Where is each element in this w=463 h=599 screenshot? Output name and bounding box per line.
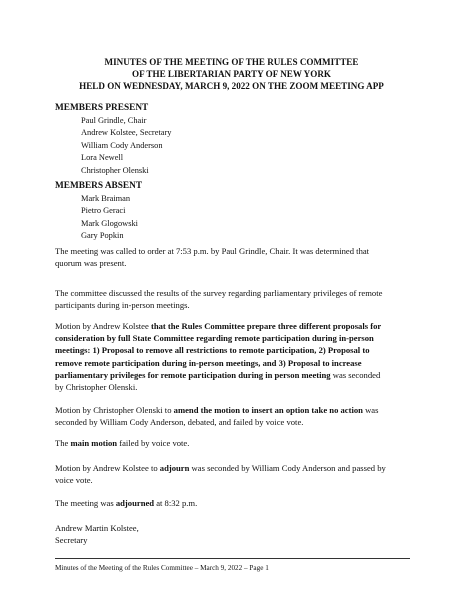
paragraph-line xyxy=(55,404,415,416)
title-line-2: OF THE LIBERTARIAN PARTY OF NEW YORK xyxy=(132,69,331,79)
motion-text: The xyxy=(55,438,71,448)
motion-bold-text: adjourned xyxy=(115,498,155,508)
main-motion-paragraph xyxy=(55,320,415,393)
footer-divider xyxy=(55,558,410,559)
signature-block xyxy=(55,522,139,546)
paragraph-line xyxy=(55,320,415,332)
motion-bold-text: parliamentary privileges for remote participation during in person meeting xyxy=(55,369,331,380)
title-line-3: HELD ON WEDNESDAY, MARCH 9, 2022 ON THE ZOOM MEETING APP xyxy=(79,81,384,91)
amendment-paragraph xyxy=(55,404,415,428)
paragraph-line xyxy=(55,437,415,449)
motion-bold-text: remove remote participation during in-person meetings, and 3) Proposal to increase xyxy=(55,357,362,368)
signatory-name: Andrew Martin Kolstee, xyxy=(55,523,139,533)
motion-text: was seconded xyxy=(330,369,381,380)
members-present-list xyxy=(81,115,171,177)
motion-text: Motion by Andrew Kolstee xyxy=(55,321,151,331)
paragraph-line xyxy=(55,369,415,381)
adjourn-motion-paragraph xyxy=(55,462,415,486)
member-absent-name: Mark Glogowski xyxy=(81,218,138,228)
motion-text: The meeting was xyxy=(55,498,116,508)
paragraph-line xyxy=(55,416,415,428)
member-present-name: William Cody Anderson xyxy=(81,140,163,150)
members-absent-list xyxy=(81,193,138,243)
adjourned-paragraph xyxy=(55,497,415,509)
motion-bold-text: adjourn xyxy=(159,463,190,473)
paragraph-line xyxy=(55,332,415,344)
call-to-order-paragraph xyxy=(55,245,415,269)
motion-text: Motion by Christopher Olenski to xyxy=(55,405,174,415)
motion-text: was seconded by William Cody Anderson and passed by xyxy=(189,463,386,473)
paragraph-line: The committee discussed the results of the survey regarding parliamentary privileges of remote xyxy=(55,288,383,298)
member-present-name: Christopher Olenski xyxy=(81,165,149,175)
motion-text: Motion by Andrew Kolstee to xyxy=(55,463,160,473)
member-absent-name: Mark Braiman xyxy=(81,194,131,203)
motion-bold-text: amend the motion to insert an option take no action xyxy=(173,405,363,415)
main-motion-result-paragraph xyxy=(55,437,415,449)
motion-text: by Christopher Olenski. xyxy=(55,382,138,393)
member-present-name: Andrew Kolstee, Secretary xyxy=(81,128,172,138)
title-line-1: MINUTES OF THE MEETING OF THE RULES COMMITTEE xyxy=(104,57,359,67)
members-absent-heading: MEMBERS ABSENT xyxy=(55,181,143,191)
survey-discussion-paragraph xyxy=(55,287,415,311)
motion-bold-text: meetings: 1) Proposal to remove all restrictions to remote participation, 2) Proposal to xyxy=(55,345,370,356)
paragraph-line: participants during in-person meetings. xyxy=(55,300,190,311)
member-absent-name: Gary Popkin xyxy=(81,231,124,241)
motion-bold-text: consideration by full State Committee regarding remote participation during in-person xyxy=(55,333,374,344)
members-present-heading: MEMBERS PRESENT xyxy=(55,103,149,113)
motion-bold-text: main motion xyxy=(70,438,118,448)
motion-text: voice vote. xyxy=(55,475,93,486)
motion-text: seconded by William Cody Anderson, debated, and failed by voice vote. xyxy=(55,417,304,428)
paragraph-line xyxy=(55,474,415,486)
paragraph-line xyxy=(55,381,415,393)
member-present-name: Lora Newell xyxy=(81,153,124,163)
paragraph-line xyxy=(55,357,415,369)
member-absent-name: Pietro Geraci xyxy=(81,206,126,216)
motion-text: at 8:32 p.m. xyxy=(154,498,198,508)
page-footer: Minutes of the Meeting of the Rules Committee – March 9, 2022 – Page 1 xyxy=(55,564,269,572)
paragraph-line: quorum was present. xyxy=(55,258,127,269)
paragraph-line xyxy=(55,344,415,356)
motion-text: failed by voice vote. xyxy=(117,438,190,448)
paragraph-line xyxy=(55,462,415,474)
paragraph-line xyxy=(55,497,415,509)
member-present-name: Paul Grindle, Chair xyxy=(81,116,147,125)
paragraph-line: The meeting was called to order at 7:53 p.m. by Paul Grindle, Chair. It was determined that xyxy=(55,246,370,256)
motion-text: was xyxy=(362,405,379,415)
document-title xyxy=(0,56,463,92)
motion-bold-text: that the Rules Committee prepare three different proposals for xyxy=(150,321,382,331)
signatory-role: Secretary xyxy=(55,535,88,546)
